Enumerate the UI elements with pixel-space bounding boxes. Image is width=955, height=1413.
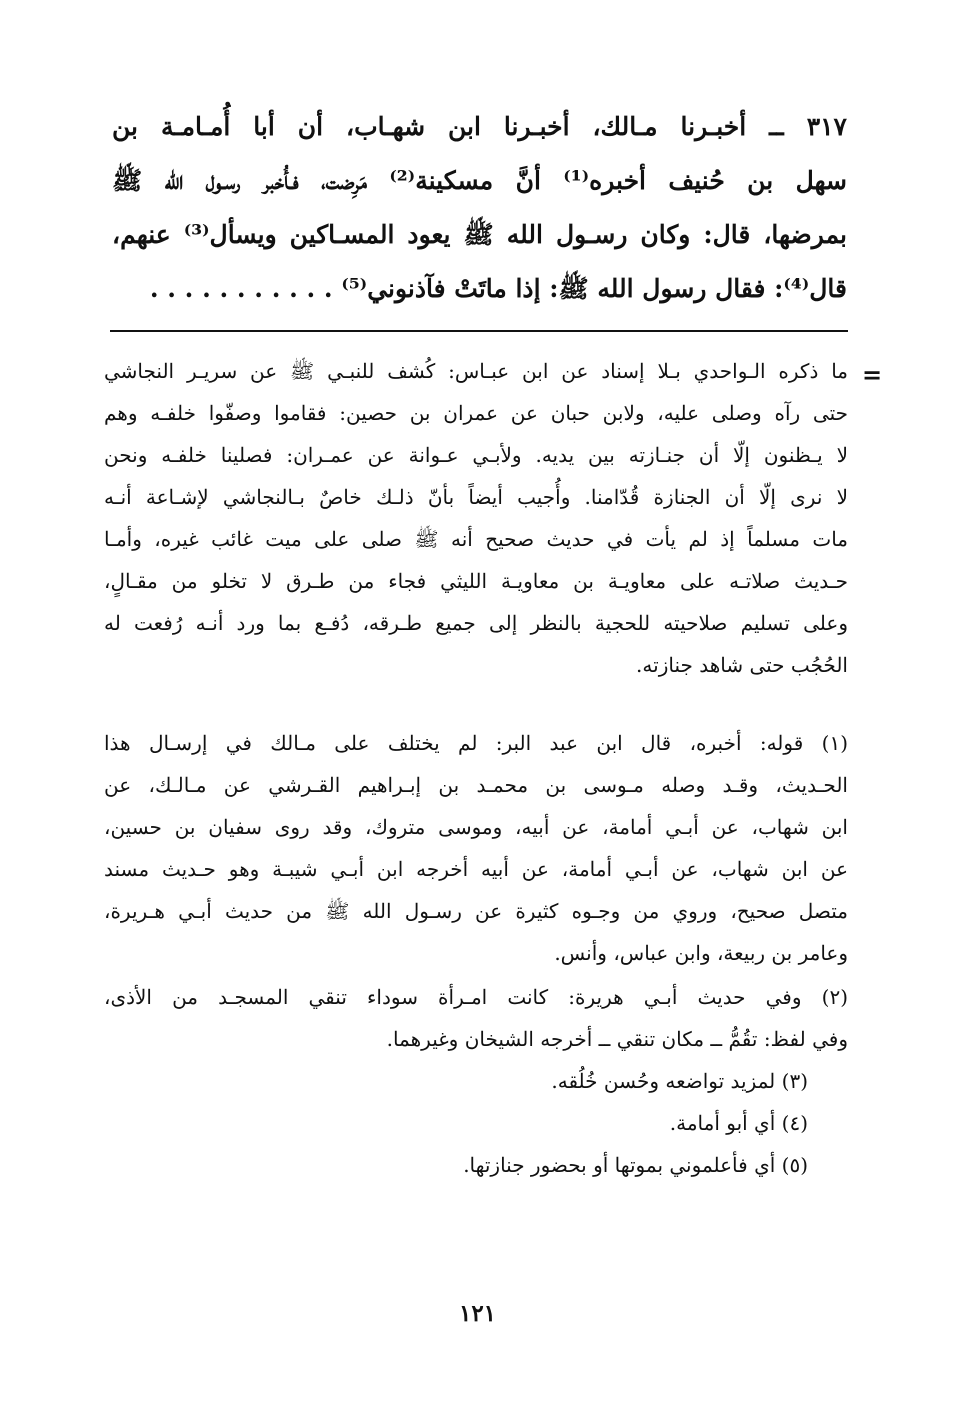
continued-note-line: حتى رآه وصلى عليه، ولابن حبان عن عمران بن حصين: فقاموا وصفّوا خلفـه وهم [104,401,848,425]
main-text-line: سهل بن حُنيف أخبره⁽¹⁾ أنَّ مسكينة⁽²⁾ مَرِضت، فـأُخبر رسـول الله ﷺ [112,166,847,195]
continued-note-line: ما ذكره الـواحدي بـلا إسناد عن ابن عبـاس: كُشف للنبـي ﷺ عن سريـر النجاشي [104,359,848,383]
continued-note-line: الحُجُب حتى شاهد جنازته. [636,653,848,677]
continued-note-line: وعلى تسليم صلاحيته للحجية بالنظر إلى جميع طـرقه، دُفـع بما ورد أنـه رُفعت له [104,611,848,635]
continued-note-line: حـديث صلاتـه على معاويـة بن معاويـة الليثي فجاء من طـرق لا تخلو من مقـالٍ، [104,569,848,593]
main-text-line: بمرضها، قال: وكان رسـول الله ﷺ يعود المسـاكين ويسأل⁽³⁾ عنهم، [112,220,847,249]
footnote-5: (٥) أي فأعلموني بموتها أو بحضور جنازتها. [463,1153,808,1177]
footnote-divider [110,330,848,332]
page-number: ١٢١ [458,1300,497,1327]
hadith-main-text [112,100,847,316]
footnote-1-line: الحـديث، وقـد وصله مـوسى بن محمـد بن إبـراهيم القـرشي عن مـالـك، عن [104,773,848,797]
footnote-4: (٤) أي أبو أمامة. [669,1111,808,1135]
continued-note-line: مات مسلماً إذ لم يأت في حديث صحيح أنه ﷺ صلى على ميت غائب غيره، وأمـا [104,527,848,551]
footnote-1-line: عن ابن شهاب، عن أبـي أمامة، عن أبيه أخرجه ابن أبـي شيبـة وهو حـديث مسند [104,857,848,881]
footnote-1-line: ابن شهاب، عن أبـي أمامة، عن أبيه، وموسى متروك، وقد روى سفيان بن حسين، [104,815,848,839]
footnote-1-line: (١) قوله: أخبره، قال ابن عبد البر: لم يختلف على مـالك في إرسـال هذا [104,731,848,755]
spacer [104,686,848,722]
continuation-mark: = [862,360,883,389]
footnote-2-line: (٢) وفي حديث أبـي هريرة: كانت امـرأة سوداء تنقي المسجـد من الأذى، [104,985,848,1009]
footnotes [104,350,848,1186]
main-text-line: قال⁽⁴⁾: فقال رسول الله ﷺ: إذا ماتَتْ فآذنوني⁽⁵⁾ . . . . . . . . . . . [149,274,847,303]
footnote-2-line: وفي لفظ: تقُمُّ ــ مكان تنقي ــ أخرجه الشيخان وغيرهما. [386,1027,848,1051]
footnote-1-line: متصل صحيح، وروي من وجـوه كثيرة عن رسـول الله ﷺ من حديث أبـي هـريرة، [104,899,848,923]
continued-note-line: لا نرى إلّا أن الجنازة قُدّامنا. وأُجيب أيضاً بأنّ ذلـك خاصٌ بـالنجاشي لإشـاعة أنـه [104,485,848,509]
continued-note-line: لا يـظنون إلّا أن جنـازته بين يديه. ولأبـي عـوانة عن عمـران: فصلينا خلفـه ونحن [104,443,848,467]
footnote-3: (٣) لمزيد تواضعه وحُسن خُلُقه. [551,1069,808,1093]
footnote-1-line: وعامر بن ربيعة، وابن عباس، وأنس. [554,941,848,965]
main-text-line: ٣١٧ ــ أخبـرنا مـالك، أخبـرنا ابن شهـاب، أن أبا أُمـامـة بن [112,112,847,141]
